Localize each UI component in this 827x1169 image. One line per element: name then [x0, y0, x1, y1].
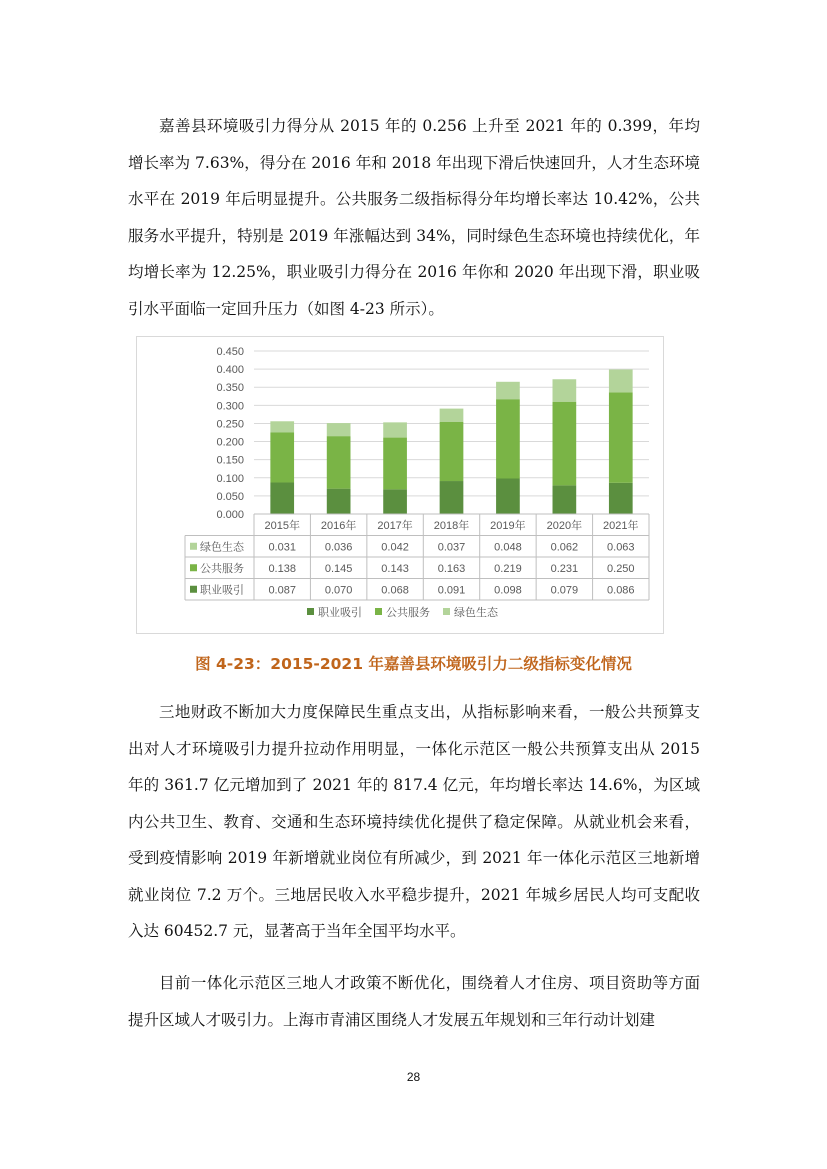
bar-segment	[440, 409, 464, 422]
data-label: 0.062	[550, 541, 579, 554]
bar-segment	[270, 433, 294, 483]
bar-segment	[383, 489, 407, 514]
x-tick-label: 2017年	[377, 519, 413, 532]
y-tick-label: 0.250	[216, 418, 244, 431]
y-tick-label: 0.400	[216, 364, 244, 377]
data-label: 0.163	[437, 562, 466, 575]
x-tick-label: 2020年	[546, 519, 583, 532]
legend-label: 绿色生态	[454, 607, 498, 619]
data-label: 0.087	[268, 584, 296, 597]
data-label: 0.068	[381, 584, 409, 597]
data-label: 0.070	[324, 584, 353, 597]
legend-key	[307, 608, 314, 615]
data-label: 0.145	[324, 562, 353, 575]
data-label: 0.250	[607, 562, 635, 575]
x-tick-label: 2015年	[264, 519, 300, 532]
legend-label: 职业吸引	[318, 607, 362, 619]
y-tick-label: 0.100	[216, 472, 244, 485]
bar-segment	[327, 436, 351, 489]
table-series-label: 公共服务	[200, 562, 244, 575]
page-number: 28	[406, 1070, 421, 1084]
y-tick-label: 0.150	[216, 454, 244, 467]
data-label: 0.219	[494, 562, 522, 575]
bar-segment	[496, 479, 520, 514]
data-label: 0.086	[607, 584, 635, 597]
x-tick-label: 2016年	[320, 519, 357, 532]
paragraph-3: 目前一体化示范区三地人才政策不断优化，围绕着人才住房、项目资助等方面提升区域人才吸引力。上海市青浦区围绕人才发展五年规划和三年行动计划建	[128, 974, 700, 1029]
table-series-label: 绿色生态	[200, 541, 244, 554]
data-label: 0.063	[607, 541, 635, 554]
y-tick-label: 0.350	[216, 382, 244, 395]
bar-segment	[383, 438, 407, 490]
y-tick-label: 0.300	[216, 400, 244, 413]
data-label: 0.031	[268, 541, 296, 554]
table-series-label: 职业吸引	[200, 584, 244, 597]
data-label: 0.037	[437, 541, 466, 554]
x-tick-label: 2019年	[490, 519, 526, 532]
data-label: 0.231	[550, 562, 579, 575]
bar-segment	[496, 399, 520, 478]
bar-segment	[609, 369, 633, 392]
table-legend-key	[190, 543, 197, 550]
table-legend-key	[190, 586, 197, 593]
figure-caption: 图 4-23：2015-2021 年嘉善县环境吸引力二级指标变化情况	[195, 655, 632, 673]
legend-key	[375, 608, 382, 615]
x-tick-label: 2018年	[433, 519, 470, 532]
paragraph-1: 嘉善县环境吸引力得分从 2015 年的 0.256 上升至 2021 年的 0.399，年均增长率为 7.63%，得分在 2016 年和 2018 年出现下滑后快速回升，人才生态环境水平在 2019 年后明显提升。公共服务二级指标得分年均增长率达 10.42%，公共服务水平提升，特别是 2019 年涨幅达到 34%，同时绿色生态环境也持续优化，年均增长率为 12.25%，职业吸引力得分在 2016 年你和 2020 年出现下滑，职业吸引水平面临一定回升压力（如图 4-23 所示）。	[128, 117, 700, 318]
data-label: 0.138	[268, 562, 296, 575]
bar-segment	[440, 481, 464, 514]
bar-segment	[553, 402, 577, 486]
bar-segment	[383, 422, 407, 437]
chart-svg	[137, 337, 665, 635]
paragraph-2: 三地财政不断加大力度保障民生重点支出，从指标影响来看，一般公共预算支出对人才环境吸引力提升拉动作用明显，一体化示范区一般公共预算支出从 2015 年的 361.7 亿元增加到了 2021 年的 817.4 亿元，年均增长率达 14.6%，为区域内公共卫生、教育、交通和生态环境持续优化提供了稳定保障。从就业机会来看，受到疫情影响 2019 年新增就业岗位有所减少，到 2021 年一体化示范区三地新增就业岗位 7.2 万个。三地居民收入水平稳步提升，2021 年城乡居民人均可支配收入达 60452.7 元，显著高于当年全国平均水平。	[128, 703, 700, 940]
bar-segment	[270, 421, 294, 432]
y-tick-label: 0.450	[216, 346, 244, 358]
x-tick-label: 2021年	[603, 519, 639, 532]
data-label: 0.036	[324, 541, 353, 554]
data-label: 0.143	[381, 562, 409, 575]
bar-segment	[609, 483, 633, 514]
table-legend-key	[190, 564, 197, 571]
y-tick-label: 0.000	[216, 509, 244, 521]
y-tick-label: 0.050	[216, 490, 244, 503]
bar-segment	[553, 485, 577, 514]
bar-segment	[553, 379, 577, 401]
data-label: 0.079	[550, 584, 579, 597]
bar-segment	[496, 382, 520, 399]
bar-segment	[327, 489, 351, 514]
bar-segment	[270, 482, 294, 514]
bar-segment	[440, 422, 464, 481]
bar-segment	[609, 392, 633, 483]
data-label: 0.042	[381, 541, 409, 554]
data-label: 0.098	[494, 584, 522, 597]
legend-label: 公共服务	[386, 607, 430, 619]
data-label: 0.091	[437, 584, 466, 597]
bar-segment	[327, 423, 351, 436]
legend-key	[443, 608, 450, 615]
stacked-bar-chart	[136, 336, 664, 634]
y-tick-label: 0.200	[216, 436, 244, 449]
data-label: 0.048	[494, 541, 522, 554]
